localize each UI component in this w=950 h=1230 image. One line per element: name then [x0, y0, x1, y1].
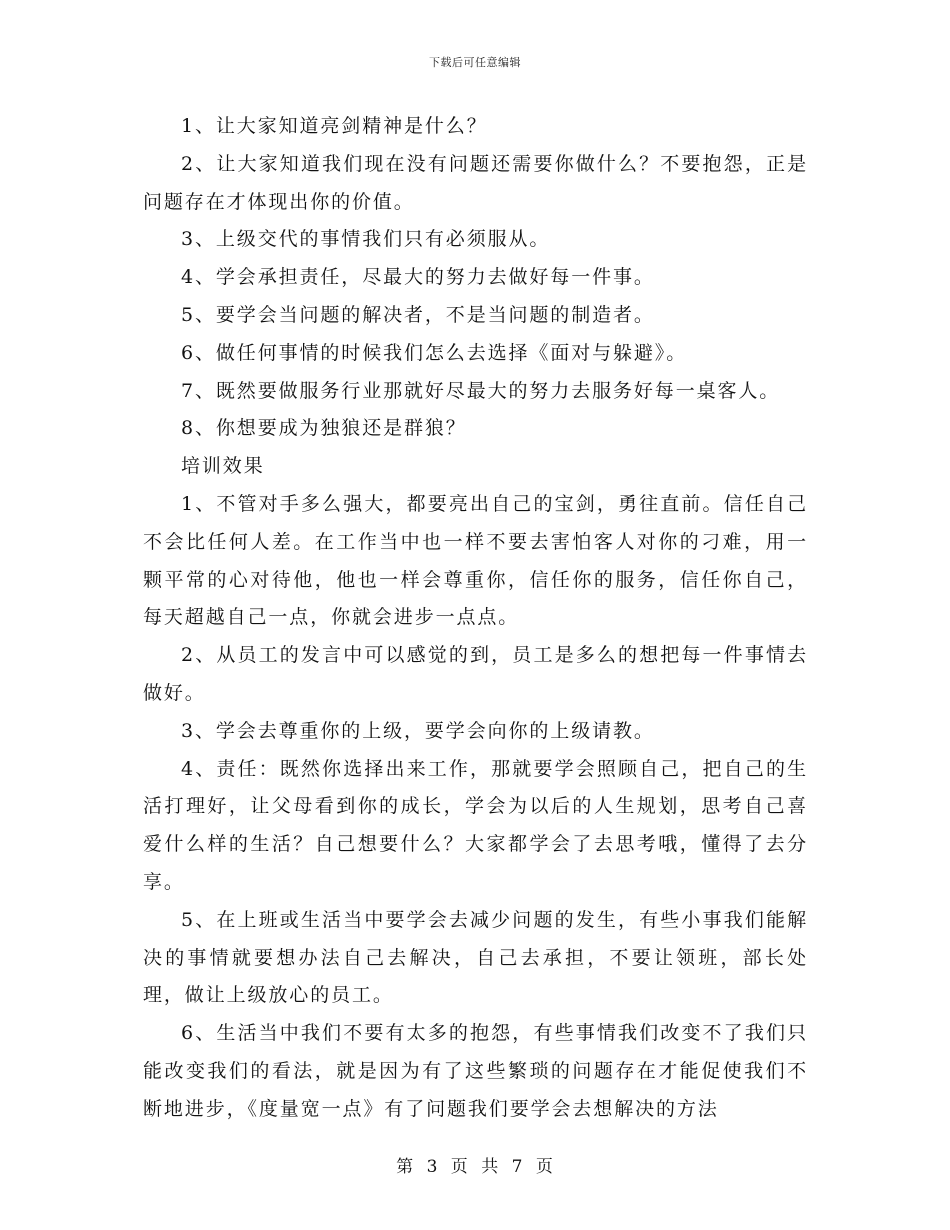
paragraph: 4、责任：既然你选择出来工作，那就要学会照顾自己，把自己的生活打理好，让父母看到你的成长，学会为以后的人生规划，思考自己喜爱什么样的生活？自己想要什么？大家都学会了去思考哦，懂得了去分享。	[143, 757, 808, 893]
document-body	[143, 108, 808, 1129]
paragraph: 2、让大家知道我们现在没有问题还需要你做什么？不要抱怨，正是问题存在才体现出你的价值。	[143, 152, 808, 213]
section-heading: 培训效果	[181, 455, 265, 478]
paragraph: 8、你想要成为独狼还是群狼？	[181, 417, 467, 440]
page-header-note: 下载后可任意编辑	[429, 56, 521, 69]
paragraph: 3、上级交代的事情我们只有必须服从。	[181, 228, 551, 251]
paragraph: 4、学会承担责任，尽最大的努力去做好每一件事。	[181, 266, 655, 289]
page-number: 第 3 页 共 7 页	[396, 1157, 554, 1177]
paragraph: 6、生活当中我们不要有太多的抱怨，有些事情我们改变不了我们只能改变我们的看法，就是因为有了这些繁琐的问题存在才能促使我们不断地进步，《度量宽一点》有了问题我们要学会去想解决的方法	[143, 1022, 808, 1120]
paragraph: 6、做任何事情的时候我们怎么去选择《面对与躲避》。	[181, 341, 688, 364]
paragraph: 5、在上班或生活当中要学会去减少问题的发生，有些小事我们能解决的事情就要想办法自己去解决，自己去承担，不要让领班，部长处理，做让上级放心的员工。	[143, 908, 808, 1007]
paragraph: 5、要学会当问题的解决者，不是当问题的制造者。	[181, 303, 655, 326]
paragraph: 1、不管对手多么强大，都要亮出自己的宝剑，勇往直前。信任自己不会比任何人差。在工作当中也一样不要去害怕客人对你的刁难，用一颗平常的心对待他，他也一样会尊重你，信任你的服务，信任你自己，每天超越自己一点，你就会进步一点点。	[143, 492, 808, 629]
paragraph: 3、学会去尊重你的上级，要学会向你的上级请教。	[181, 719, 655, 742]
paragraph: 1、让大家知道亮剑精神是什么？	[181, 115, 488, 137]
paragraph: 2、从员工的发言中可以感觉的到，员工是多么的想把每一件事情去做好。	[143, 644, 808, 704]
paragraph: 7、既然要做服务行业那就好尽最大的努力去服务好每一桌客人。	[181, 379, 781, 402]
